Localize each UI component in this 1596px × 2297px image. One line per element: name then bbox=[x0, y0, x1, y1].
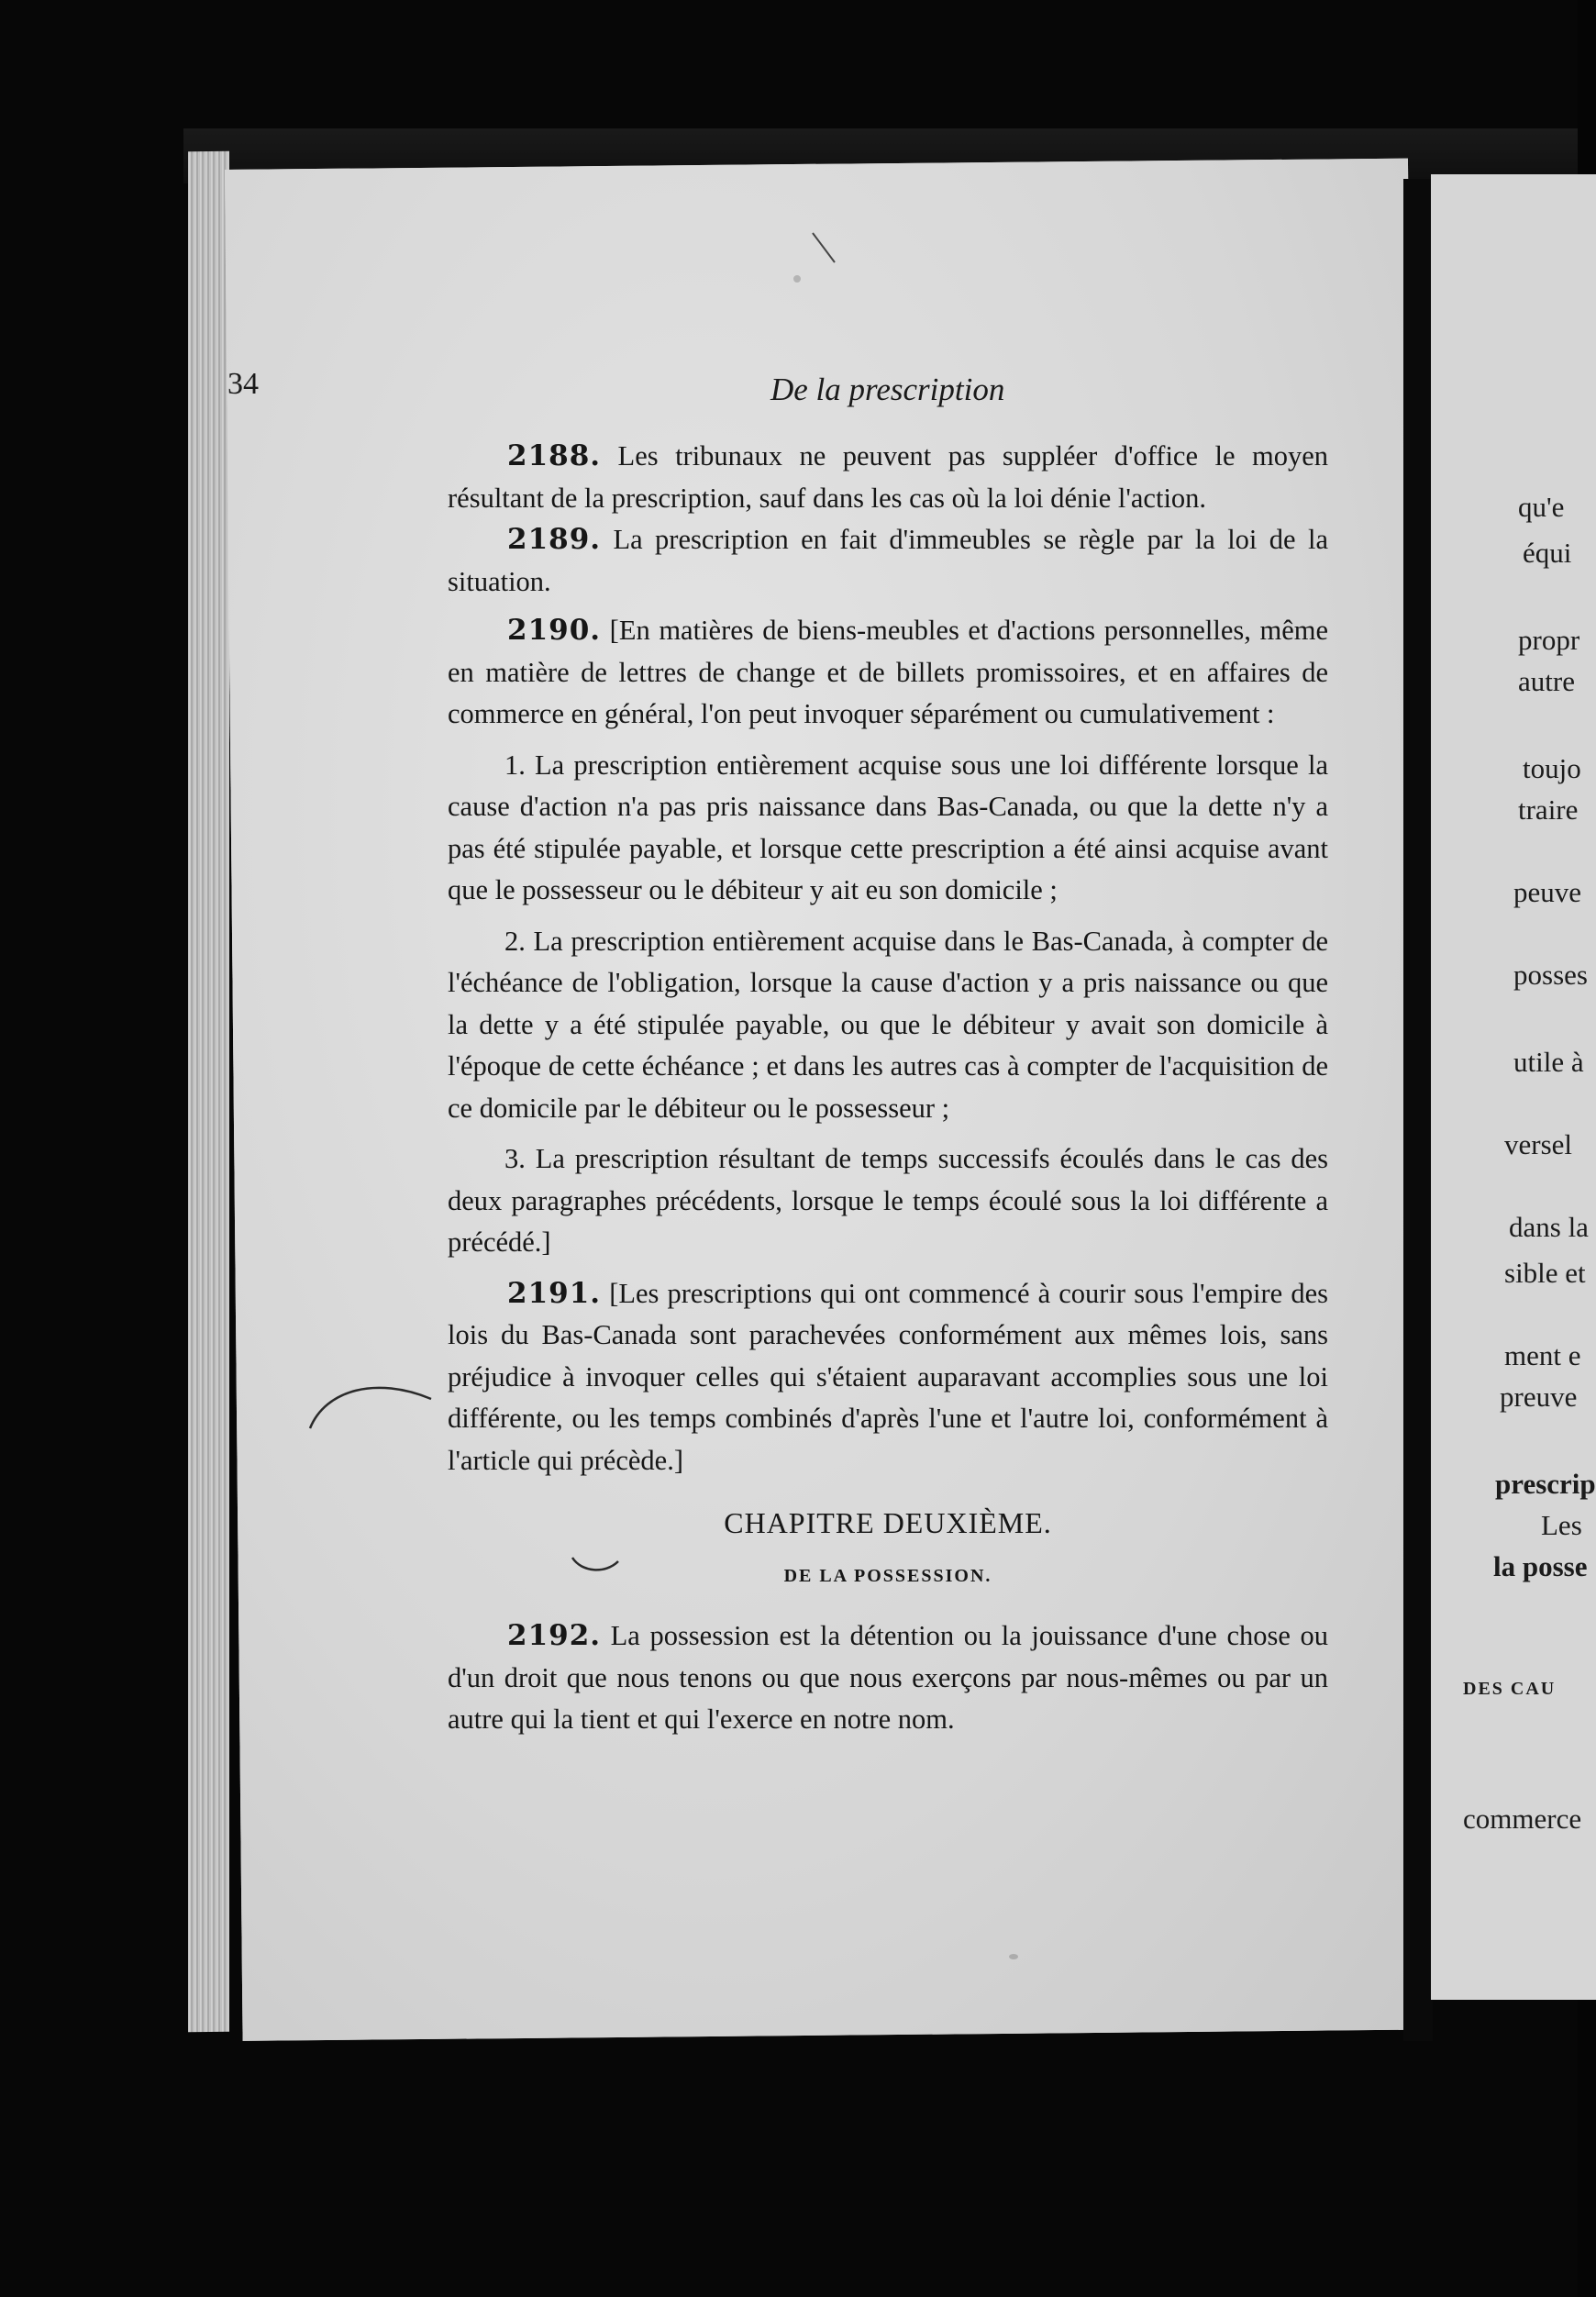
right-page-fragment: toujo bbox=[1523, 752, 1581, 784]
page-number: 34 bbox=[227, 367, 259, 401]
ink-speck bbox=[1009, 1954, 1018, 1959]
page-stack-edges bbox=[188, 151, 229, 2032]
right-page-fragment: autre bbox=[1518, 665, 1575, 697]
article-text: Les tribunaux ne peuvent pas suppléer d'office le moyen résultant de la prescription, sauf dans les cas où la loi dénie l'action. bbox=[448, 440, 1328, 514]
right-page-fragment: qu'e bbox=[1518, 491, 1565, 523]
article-number: 2192. bbox=[507, 1619, 602, 1652]
article-paragraph bbox=[448, 519, 1328, 603]
ink-speck bbox=[793, 275, 801, 283]
article-paragraph bbox=[448, 610, 1328, 736]
article-number: 2190. bbox=[507, 614, 602, 647]
right-page-fragment: utile à bbox=[1513, 1046, 1584, 1078]
right-page-fragment: la posse bbox=[1493, 1550, 1588, 1582]
article-text: La prescription en fait d'immeubles se règle par la loi de la situation. bbox=[448, 524, 1328, 597]
right-page-fragment: DES CAU bbox=[1463, 1679, 1557, 1699]
right-page-partial bbox=[1431, 174, 1596, 2000]
speck-mark bbox=[807, 229, 844, 266]
right-page-fragment: Les bbox=[1541, 1509, 1582, 1541]
right-page-fragment: équi bbox=[1523, 537, 1572, 569]
list-item: 2. La prescription entièrement acquise dans le Bas-Canada, à compter de l'échéance de l'obligation, lorsque la cause d'action y a pris naissance ou que la dette y a été stipulée payable, ou que le débiteur y avait son domicile à l'époque de cette échéance ; et dans les autres cas à compter de l'acquisition de ce domicile par le débiteur ou le possesseur ; bbox=[448, 925, 1328, 1124]
article-paragraph bbox=[448, 436, 1328, 519]
pencil-annotation-mark bbox=[569, 1552, 624, 1580]
running-head: De la prescription bbox=[770, 372, 1005, 407]
section-title: DE LA POSSESSION. bbox=[783, 1566, 992, 1586]
page-body bbox=[448, 436, 1328, 1741]
article-number: 2189. bbox=[507, 523, 602, 556]
right-page-fragment: ment e bbox=[1504, 1339, 1581, 1371]
article-paragraph bbox=[448, 1273, 1328, 1482]
list-item: 1. La prescription entièrement acquise sous une loi différente lorsque la cause d'action n'a pas pris naissance dans Bas-Canada, ou que la dette n'y a pas été stipulée payable, et lorsque cette prescription a été ainsi acquise avant que le possesseur ou le débiteur y ait eu son domicile ; bbox=[448, 749, 1328, 905]
right-page-fragment: dans la bbox=[1509, 1211, 1589, 1243]
list-item: 3. La prescription résultant de temps successifs écoulés dans le cas des deux paragraphes précédents, lorsque le temps écoulé sous la loi différente a précédé.] bbox=[448, 1143, 1328, 1258]
right-page-fragment: posses bbox=[1513, 959, 1588, 991]
right-page-fragment: propr bbox=[1518, 624, 1580, 656]
right-page-fragment: preuve bbox=[1500, 1381, 1578, 1413]
article-number: 2191. bbox=[507, 1276, 602, 1310]
pencil-annotation-mark bbox=[303, 1371, 440, 1445]
article-number: 2188. bbox=[507, 439, 602, 472]
article-text: [En matières de biens-meubles et d'actions personnelles, même en matière de lettres de change et de billets promissoires, et en affaires de commerce en général, l'on peut invoquer séparément ou cumulativement : bbox=[448, 615, 1328, 729]
right-page-fragment: prescrip bbox=[1495, 1468, 1596, 1500]
right-page-fragment: sible et bbox=[1504, 1257, 1586, 1289]
right-page-fragment: peuve bbox=[1513, 876, 1582, 908]
chapter-title: CHAPITRE DEUXIÈME. bbox=[724, 1506, 1052, 1539]
article-text: [Les prescriptions qui ont commencé à courir sous l'empire des lois du Bas-Canada sont parachevées conformément aux mêmes lois, sans préjudice à invoquer celles qui s'étaient auparavant accomplies sous une loi différente, ou les temps combinés d'après l'une et l'autre loi, conformément à l'article qui précède.] bbox=[448, 1277, 1328, 1476]
article-paragraph bbox=[448, 1615, 1328, 1741]
article-text: La possession est la détention ou la jouissance d'une chose ou d'un droit que nous tenons ou que nous exerçons par nous-mêmes ou par un autre qui la tient et qui l'exerce en notre nom. bbox=[448, 1620, 1328, 1735]
book-gutter bbox=[1403, 179, 1433, 2041]
right-page-fragment: traire bbox=[1518, 793, 1579, 826]
right-page-fragment: versel bbox=[1504, 1128, 1573, 1160]
right-page-fragment: commerce bbox=[1463, 1803, 1582, 1835]
